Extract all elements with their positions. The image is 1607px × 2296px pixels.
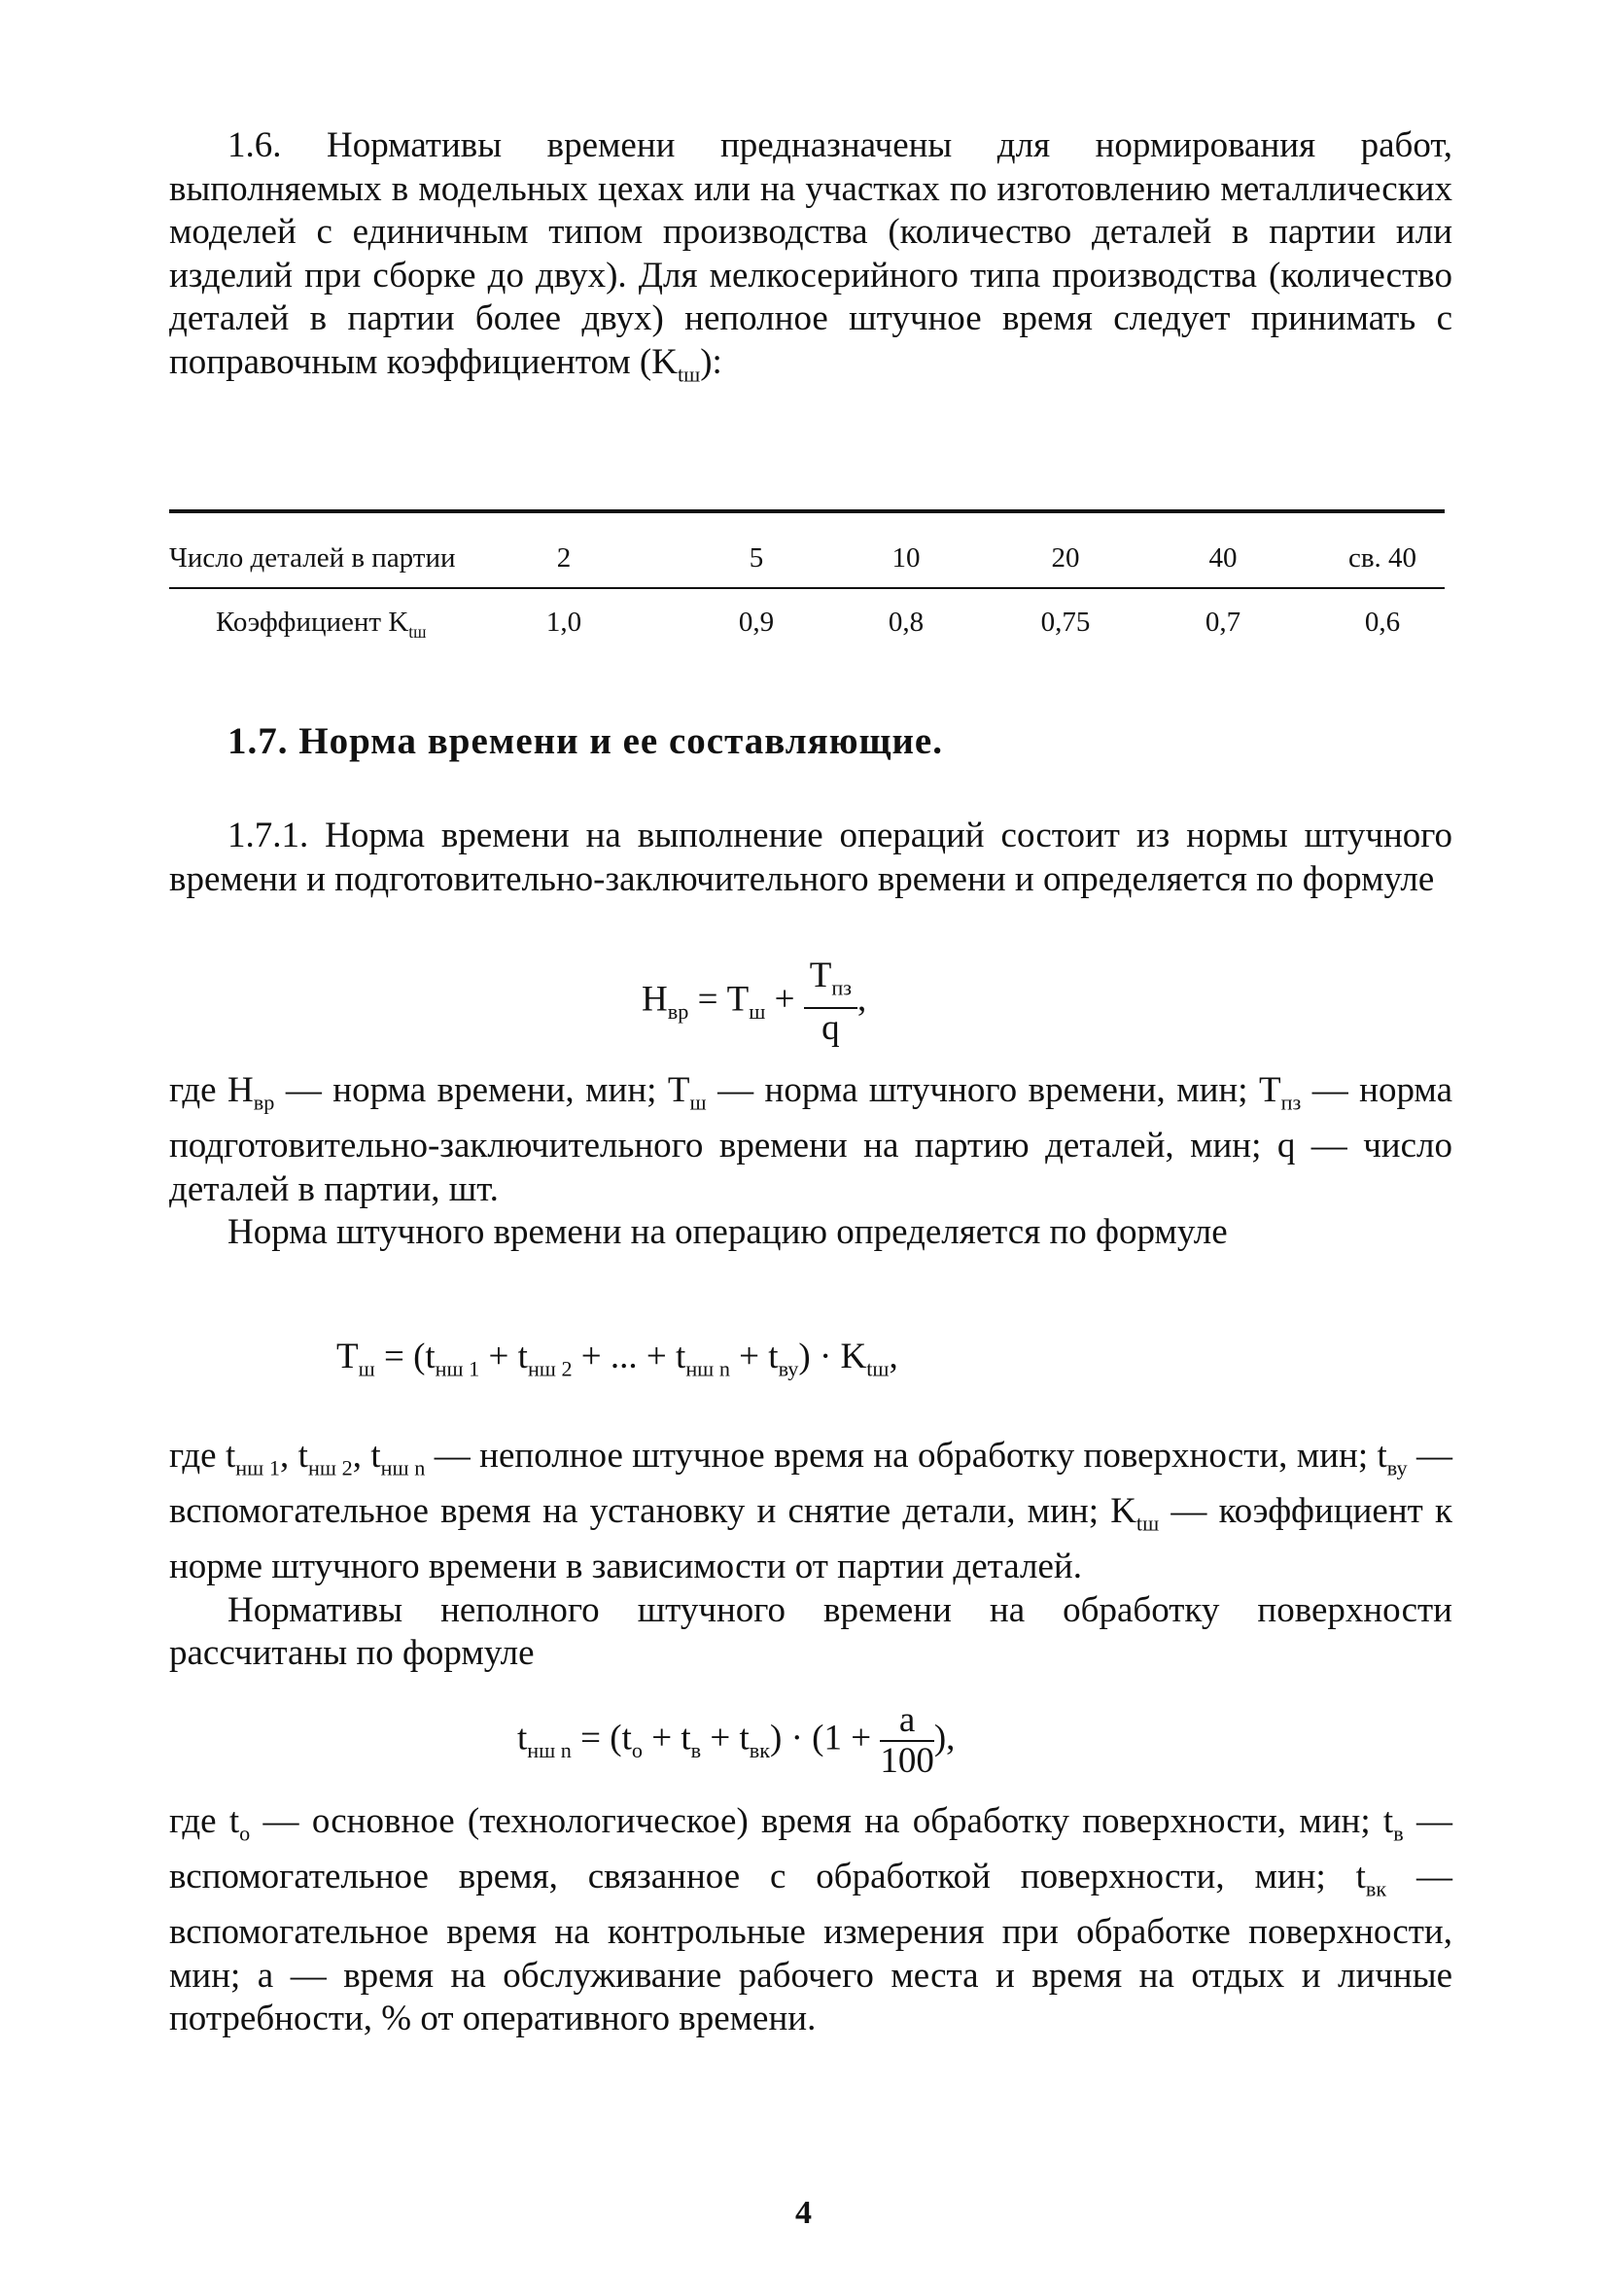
formula2-c: + t [479, 1337, 528, 1376]
formula-partial-piece-time [517, 1701, 955, 1781]
table-coefficient-cell: 0,8 [888, 607, 925, 638]
where3-a: где t [169, 1801, 240, 1841]
explanation-block-3 [169, 1800, 1452, 2041]
formula1-eq: = T [688, 979, 750, 1020]
paragraph-where-1 [169, 1069, 1452, 1211]
where2-c: , t [352, 1436, 381, 1476]
formula2-b: = (t [374, 1337, 436, 1376]
explanation-block-1 [169, 1069, 1452, 1255]
section-1-6-block [169, 124, 1452, 397]
where1-a: где H [169, 1070, 254, 1110]
table-coefficient-cell: 1,0 [545, 607, 582, 638]
formula1-lhs: H [642, 979, 668, 1020]
where3-d: — вспомогательное время на контрольные измерения при обработке поверхности, мин; a — время на обслуживание рабочего места и время на отдых и личные потребности, % от оперативного времени. [169, 1856, 1453, 2039]
where3-c: — вспомогательное время, связанное с обработкой поверхности, мин; t [169, 1801, 1452, 1896]
formula1-fraction [804, 957, 857, 1048]
formula3-d-sub: вк [749, 1737, 771, 1762]
where2-s4: ву [1386, 1455, 1408, 1480]
table-row-label-coefficient [216, 607, 427, 643]
formula1-lhs-sub: вр [667, 999, 689, 1025]
formula3-fraction [880, 1701, 934, 1781]
formula2-c-sub: нш 2 [527, 1356, 573, 1381]
where3-s2: в [1393, 1821, 1404, 1846]
where3-s1: о [239, 1821, 251, 1846]
formula1-denominator: q [821, 1008, 840, 1049]
table-count-cell: 20 [1051, 542, 1080, 574]
paragraph-1-7-1: 1.7.1. Норма времени на выполнение операций состоит из нормы штучного времени и подготовительно-заключительного времени и определяется по формуле [169, 816, 1452, 899]
where2-s1: нш 1 [235, 1455, 281, 1480]
where2-a: где t [169, 1436, 236, 1476]
formula2-a: T [336, 1337, 359, 1376]
formula2-f-sub: tш [866, 1356, 890, 1381]
where1-c: — норма штучного времени, мин; T [706, 1070, 1281, 1110]
paragraph-1-6-end: ): [700, 341, 722, 382]
formula3-c-sub: в [690, 1737, 702, 1762]
table-coefficient-cell: 0,9 [738, 607, 775, 638]
formula1-num-sub: пз [831, 975, 852, 1000]
table-row-label-count: Число деталей в партии [169, 542, 456, 574]
formula2-d: + ... + t [572, 1337, 686, 1376]
formula3-f: ), [933, 1718, 956, 1758]
formula3-numerator: a [880, 1701, 934, 1742]
formula2-e: + t [729, 1337, 779, 1376]
paragraph-where-2 [169, 1435, 1452, 1589]
table-count-cell: 2 [556, 542, 572, 574]
where2-s5: tш [1135, 1511, 1160, 1536]
coefficient-subscript: tш [677, 362, 701, 387]
formula2-e-sub: ву [778, 1356, 799, 1381]
where2-f: — коэффициент к норме штучного времени в зависимости от партии деталей. [169, 1490, 1453, 1586]
formula2-a-sub: ш [358, 1356, 375, 1381]
formula3-b-sub: о [631, 1737, 643, 1762]
table-coefficient-cell: 0,6 [1364, 607, 1401, 638]
paragraph-norm-nepol: Нормативы неполного штучного времени на обработку поверхности рассчитаны по формуле [169, 1589, 1452, 1674]
formula2-d-sub: нш n [685, 1356, 730, 1381]
coefficient-label-text: Коэффициент K [216, 607, 409, 638]
table-coefficient-cell: 0,75 [1040, 607, 1091, 638]
formula3-b: = (t [571, 1718, 632, 1758]
table-count-cell: 40 [1208, 542, 1238, 574]
coefficient-table [169, 509, 1445, 645]
where1-sub1: вр [253, 1090, 275, 1115]
formula3-e: ) · (1 + [770, 1718, 881, 1758]
formula-piece-time [336, 1336, 898, 1381]
where2-e: — вспомогательное время на установку и снятие детали, мин; K [169, 1436, 1452, 1531]
formula3-d: + t [701, 1718, 750, 1758]
formula1-tail: , [857, 979, 867, 1020]
paragraph-1-6-text: 1.6. Нормативы времени предназначены для нормирования работ, выполняемых в модельных цехах или на участках по изготовлению металлических моделей с единичным типом производства (количество деталей в партии или изделий при сборке до двух). Для мелкосерийного типа производства (количество деталей в партии более двух) неполное штучное время следует принимать с поправочным коэффициентом (K [169, 125, 1452, 382]
formula1-num: T [809, 956, 832, 995]
coefficient-label-subscript: tш [408, 621, 427, 642]
formula3-a-sub: нш n [527, 1737, 572, 1762]
table-coefficient-cell: 0,7 [1205, 607, 1241, 638]
where2-s2: нш 2 [307, 1455, 353, 1480]
table-count-cell: 5 [749, 542, 764, 574]
section-heading-1-7: 1.7. Норма времени и ее составляющие. [227, 720, 943, 762]
formula3-denominator: 100 [880, 1741, 934, 1781]
where2-s3: нш n [380, 1455, 426, 1480]
table-top-rule [169, 509, 1445, 513]
formula1-numerator [804, 957, 857, 1009]
table-mid-rule [169, 587, 1445, 589]
where1-d: — норма подготовительно-заключительного времени на партию деталей, мин; q — число деталей в партии, шт. [169, 1070, 1452, 1209]
formula1-t-sub: ш [749, 999, 766, 1025]
formula2-b-sub: нш 1 [435, 1356, 480, 1381]
table-count-cell: 10 [891, 542, 921, 574]
formula3-c: + t [642, 1718, 691, 1758]
paragraph-1-6 [169, 124, 1452, 397]
page-number: 4 [795, 2195, 812, 2231]
where3-b: — основное (технологическое) время на обработку поверхности, мин; t [250, 1801, 1394, 1841]
where1-b: — норма времени, мин; T [274, 1070, 690, 1110]
explanation-block-2 [169, 1435, 1452, 1676]
table-count-cell: св. 40 [1347, 542, 1417, 574]
formula3-a: t [517, 1718, 528, 1758]
paragraph-where-3 [169, 1800, 1452, 2041]
where2-d: — неполное штучное время на обработку поверхности, мин; t [425, 1436, 1387, 1476]
where1-sub3: пз [1280, 1090, 1302, 1115]
formula1-plus: + [765, 979, 804, 1020]
where2-b: , t [280, 1436, 308, 1476]
formula-norm-time [642, 957, 866, 1048]
section-1-7-1-block [169, 815, 1452, 901]
where3-s3: вк [1365, 1876, 1387, 1901]
formula2-g: , [889, 1337, 898, 1376]
where1-sub2: ш [689, 1090, 707, 1115]
formula2-f: ) · K [798, 1337, 867, 1376]
paragraph-norm-sht: Норма штучного времени на операцию определяется по формуле [227, 1212, 1228, 1253]
